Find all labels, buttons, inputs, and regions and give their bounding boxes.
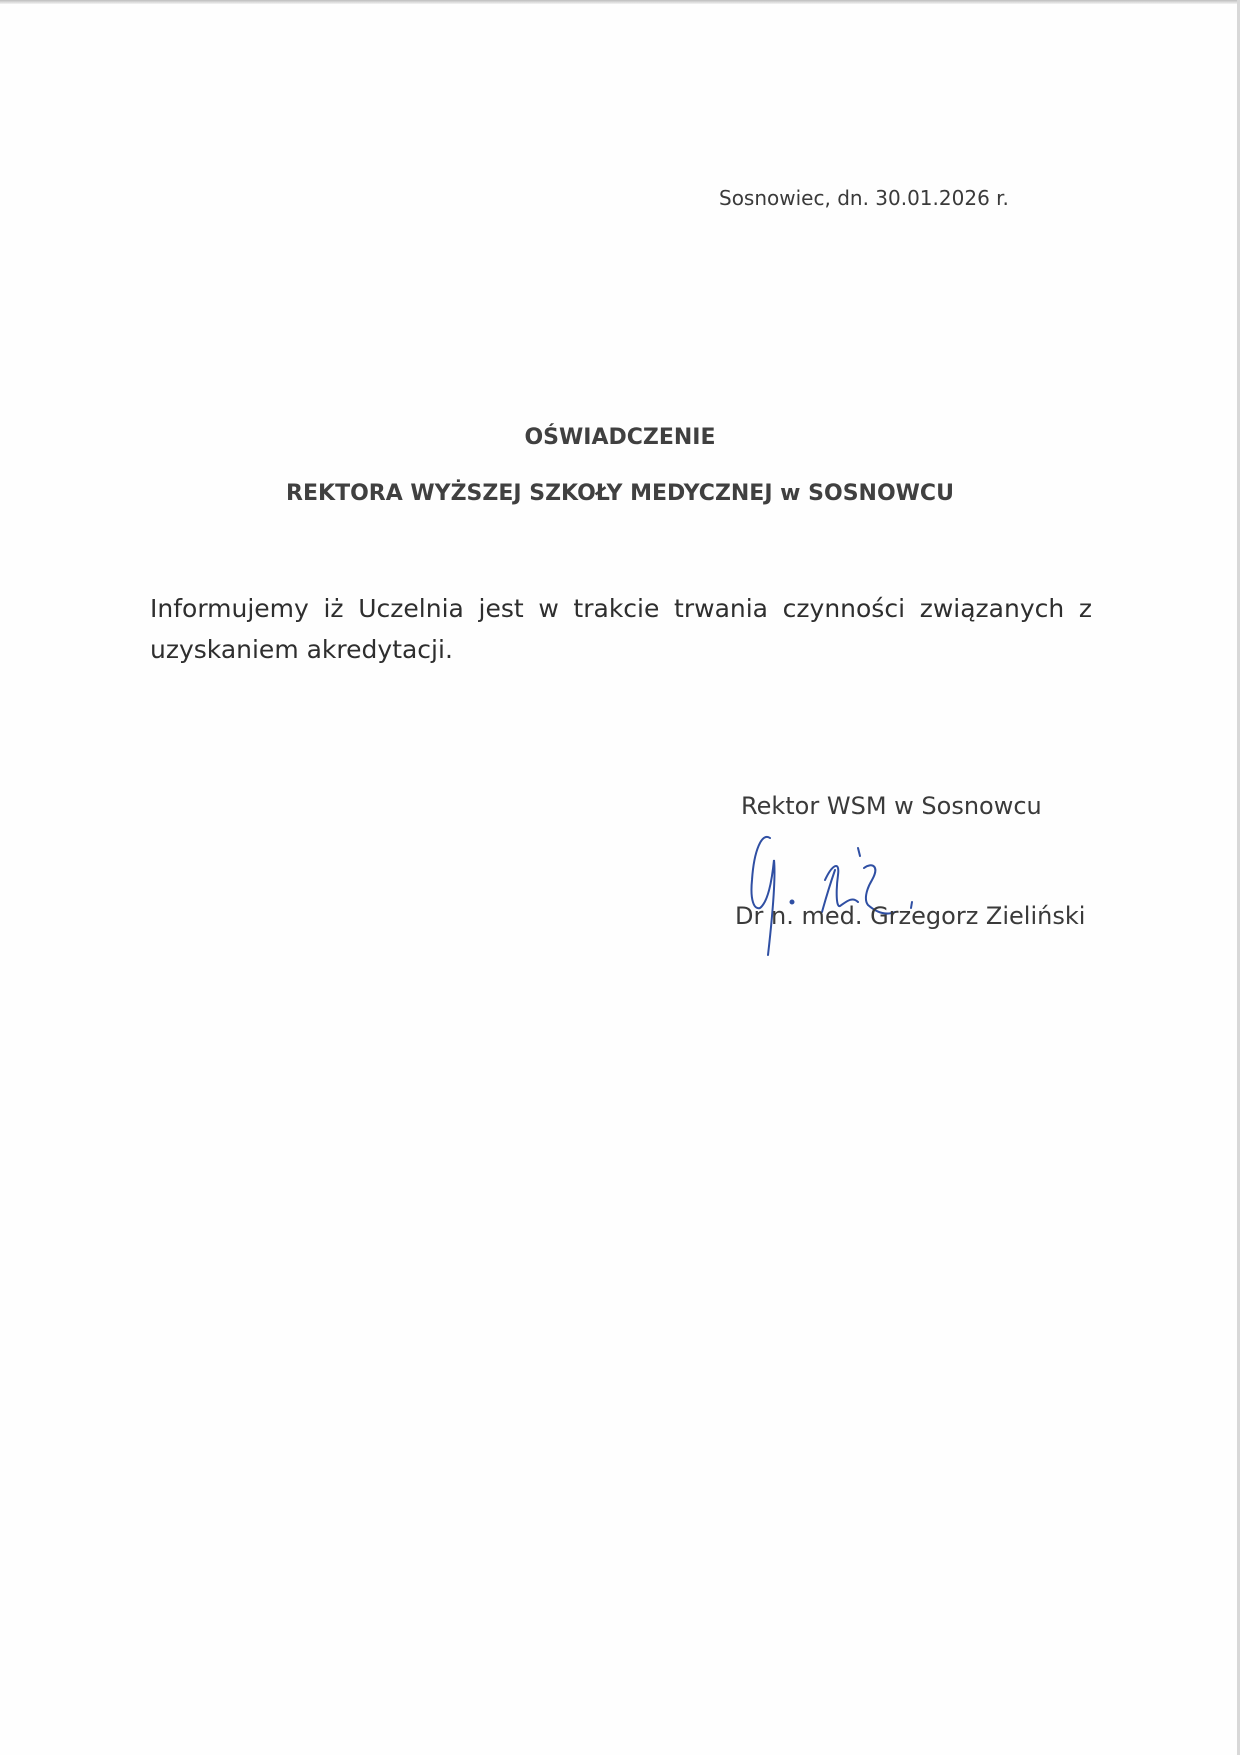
signatory-name: Dr n. med. Grzegorz Zieliński [735, 902, 1086, 930]
scan-edge-top [0, 0, 1240, 4]
place-date: Sosnowiec, dn. 30.01.2026 r. [719, 186, 1009, 210]
signatory-role: Rektor WSM w Sosnowcu [741, 792, 1042, 820]
document-title: OŚWIADCZENIE [524, 425, 716, 450]
document-subtitle: REKTORA WYŻSZEJ SZKOŁY MEDYCZNEJ w SOSNOWCU [286, 481, 954, 506]
statement-body: Informujemy iż Uczelnia jest w trakcie trwania czynności związanych z uzyskaniem akredytacji. [150, 594, 1092, 664]
handwritten-signature [740, 820, 1020, 960]
